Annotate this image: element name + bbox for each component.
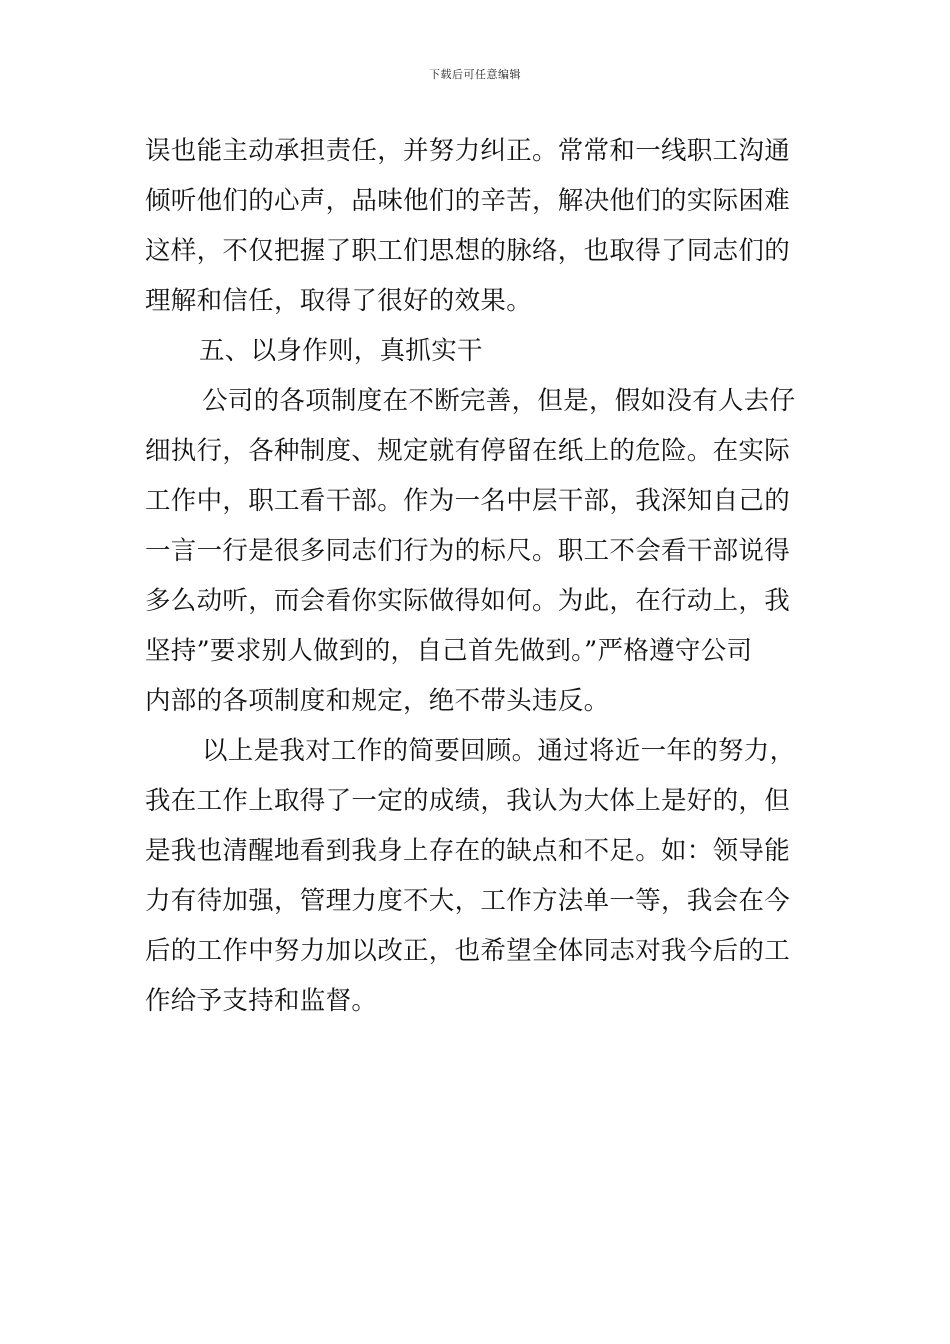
text-line: 多么动听，而会看你实际做得如何。为此，在行动上，我 bbox=[145, 586, 791, 616]
paragraph-start-line: 公司的各项制度在不断完善，但是，假如没有人去仔 bbox=[202, 386, 796, 416]
text-line: 是我也清醒地看到我身上存在的缺点和不足。如：领导能 bbox=[145, 836, 791, 866]
document-body bbox=[145, 126, 810, 1026]
text-line: 理解和信任，取得了很好的效果。 bbox=[145, 286, 533, 316]
section-heading: 五、以身作则，真抓实干 bbox=[199, 336, 483, 366]
text-line: 后的工作中努力加以改正，也希望全体同志对我今后的工 bbox=[145, 936, 791, 966]
text-line: 细执行，各种制度、规定就有停留在纸上的危险。在实际 bbox=[145, 436, 791, 466]
text-line: 工作中，职工看干部。作为一名中层干部，我深知自己的 bbox=[145, 486, 791, 516]
paragraph-start-line: 以上是我对工作的简要回顾。通过将近一年的努力， bbox=[202, 736, 796, 766]
text-line: 这样，不仅把握了职工们思想的脉络，也取得了同志们的 bbox=[145, 236, 791, 266]
text-line: 倾听他们的心声，品味他们的辛苦，解决他们的实际困难 bbox=[145, 186, 791, 216]
text-line: 内部的各项制度和规定，绝不带头违反。 bbox=[145, 686, 610, 716]
text-line: 坚持”要求别人做到的，自己首先做到。”严格遵守公司 bbox=[145, 636, 753, 666]
text-line: 我在工作上取得了一定的成绩，我认为大体上是好的，但 bbox=[145, 786, 791, 816]
text-line: 力有待加强，管理力度不大，工作方法单一等，我会在今 bbox=[145, 886, 791, 916]
download-note: 下载后可任意编辑 bbox=[429, 68, 521, 81]
text-line: 作给予支持和监督。 bbox=[145, 986, 378, 1016]
text-line: 一言一行是很多同志们行为的标尺。职工不会看干部说得 bbox=[145, 536, 791, 566]
text-line: 误也能主动承担责任，并努力纠正。常常和一线职工沟通 bbox=[145, 136, 791, 166]
